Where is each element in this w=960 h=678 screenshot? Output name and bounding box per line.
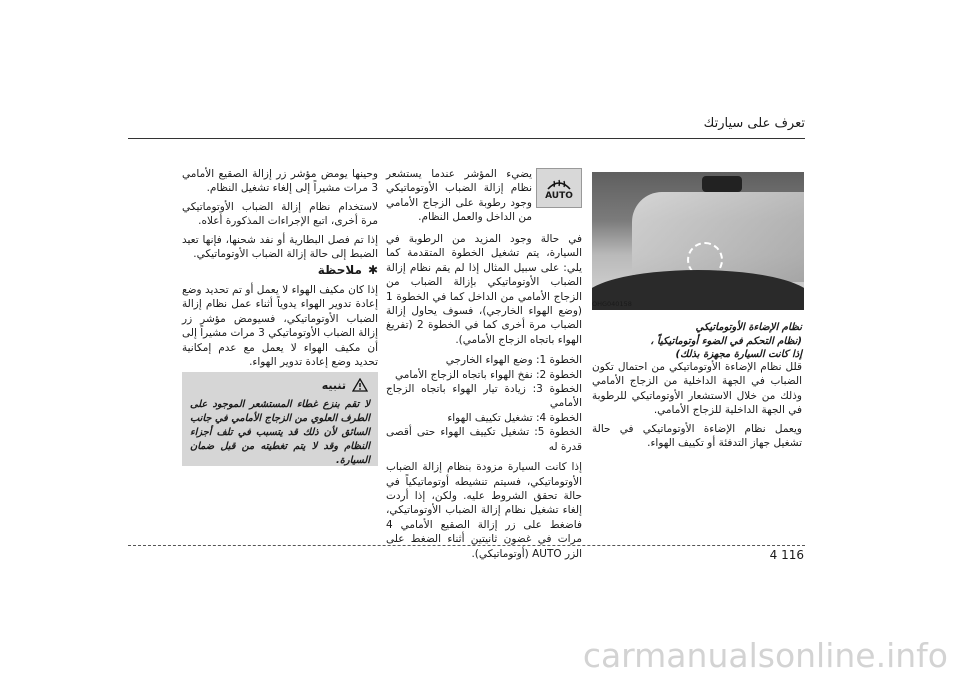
mid-para-1: في حالة وجود المزيد من الرطوبة في السيارة، يتم تشغيل الخطوة المتقدمة كما يلي: على سبيل المثال إذا لم يقم نظام إزالة الضباب الأوتوماتيكي بإزالة الضباب من الزجاج الأمامي من الداخل كما في الخطوة 1 (وضع الهواء الخارجي)، فسوف يحاول إزالة الضباب مرة أخرى كما في الخطوة 2 (تفريغ الهواء باتجاه الزجاج الأمامي). [386, 233, 582, 346]
note-body: إذا كان مكيف الهواء لا يعمل أو تم تحديد وضع إعادة تدوير الهواء يدوياً أثناء عمل نظام إزالة الضباب الأوتوماتيكي، فسيومض مؤشر زر إزالة الضباب الأوتوماتيكي 3 مرات مشيراً إلى أن مكيف الهواء لا يعمل مع عدم إمكانية تحديد وضع إعادة تدوير الهواء. [182, 284, 378, 369]
note-heading [182, 263, 378, 277]
figure-caption [592, 321, 802, 362]
note-star-icon: ✱ [367, 263, 378, 277]
mid-column-body [386, 232, 582, 567]
list-item: الخطوة 2: نفخ الهواء باتجاه الزجاج الأمامي [395, 368, 582, 381]
auto-defog-indicator-icon [536, 168, 582, 208]
defog-steps-list [386, 353, 582, 454]
list-item: الخطوة 5: تشغيل تكييف الهواء حتى أقصى قدرة له [386, 426, 582, 453]
list-item: الخطوة 3: زيادة تيار الهواء باتجاه الزجاج الأمامي [386, 383, 582, 410]
caption-line-2: (نظام التحكم في الضوء أوتوماتيكياً ، [650, 335, 802, 347]
defrost-icon [546, 175, 572, 191]
right-para-1: قلل نظام الإضاءة الأوتوماتيكي من احتمال تكون الضباب في الجهة الداخلية من الزجاج الأمامي وذلك من خلال الاستشعار الأوتوماتيكي للرطوبة في الجهة الداخلية للزجاج الأمامي. [592, 361, 802, 417]
auto-icon-label: AUTO [545, 191, 573, 201]
caution-header [322, 378, 368, 392]
right-para-2: ويعمل نظام الإضاءة الأوتوماتيكي في حالة تشغيل جهاز التدفئة أو تكييف الهواء. [592, 422, 802, 450]
rear-view-mirror [702, 176, 742, 192]
indicator-description: يضيء المؤشر عندما يستشعر نظام إزالة الضباب الأوتوماتيكي وجود رطوبة على الزجاج الأمامي من الداخل والعمل النظام. [386, 168, 532, 224]
left-column-body [182, 167, 378, 265]
list-item: الخطوة 1: وضع الهواء الخارجي [445, 354, 582, 367]
left-para-1: وحينها يومض مؤشر زر إزالة الصقيع الأمامي 3 مرات مشيراً إلى إلغاء تشغيل النظام. [182, 168, 378, 195]
photo-code: OHG040158 [592, 300, 632, 308]
right-column-body [592, 360, 802, 454]
caution-box [182, 372, 378, 466]
section-title: تعرف على سيارتك [703, 116, 805, 131]
caption-line-1: نظام الإضاءة الأوتوماتيكي [695, 322, 802, 333]
warning-triangle-icon [352, 378, 368, 392]
caption-line-3: إذا كانت السيارة مجهزة بذلك) [675, 349, 802, 360]
caution-text: لا تقم بنزع غطاء المستشعر الموجود على الطرف العلوي من الزجاج الأمامي في جانب السائق لأن ذلك قد يتسبب في تلف أجزاء النظام وقد لا يتم تغطيته من قبل ضمان السيارة. [190, 399, 370, 466]
note-heading-label: ملاحظة [317, 263, 362, 277]
left-para-2: لاستخدام نظام إزالة الضباب الأوتوماتيكي مرة أخرى، اتبع الإجراءات المذكورة أعلاه. [182, 200, 378, 228]
mid-para-2: إذا كانت السيارة مزودة بنظام إزالة الضباب الأوتوماتيكي، فسيتم تنشيطه أوتوماتيكياً في حالة تحقق الشروط عليه. ولكن، إذا أردت إلغاء تشغيل نظام إزالة الضباب الأوتوماتيكي، فاضغط على زر إزالة الصقيع الأمامي 4 مرات في غضون ثانيتين أثناء الضغط على الزر AUTO (أوتوماتيكي). [386, 461, 582, 560]
left-para-3: إذا تم فصل البطارية أو نفد شحنها، فإنها تعيد الضبط إلى حالة إزالة الضباب الأوتوماتيكي. [182, 233, 378, 261]
header-divider [128, 138, 805, 139]
footer-divider [128, 545, 805, 546]
site-watermark: carmanualsonline.info [582, 636, 948, 675]
list-item: الخطوة 4: تشغيل تكييف الهواء [447, 411, 582, 424]
page-number: 4 116 [769, 548, 804, 562]
windshield-sensor-photo [592, 172, 804, 310]
caution-heading: تنبيه [321, 378, 346, 392]
